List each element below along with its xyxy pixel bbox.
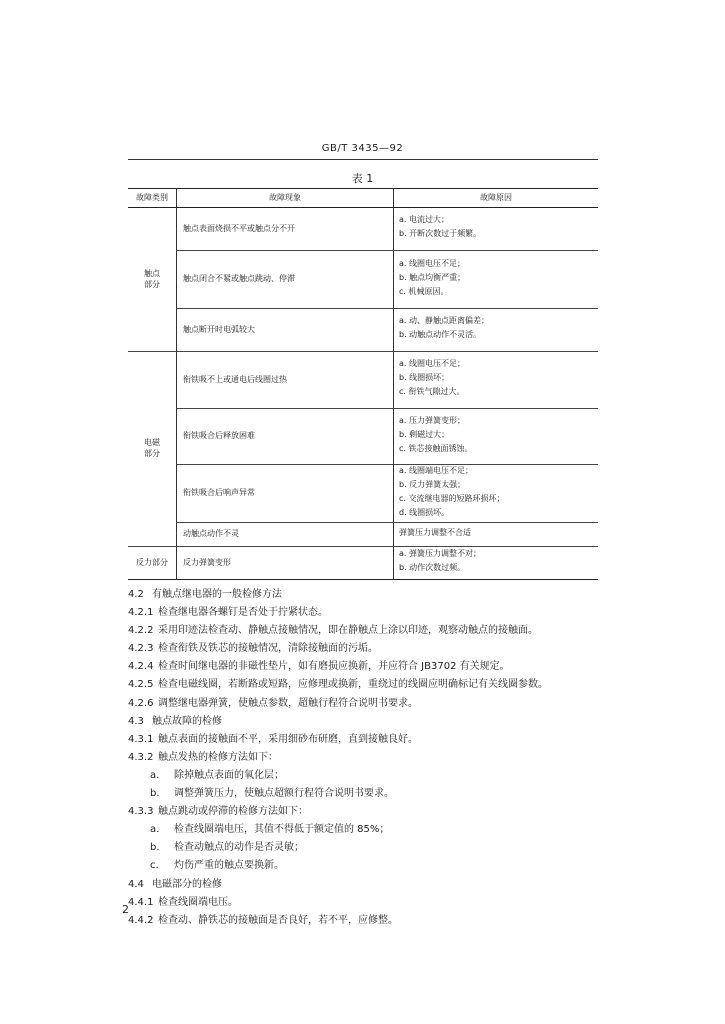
cause-item: a. 电流过大；	[399, 215, 449, 224]
clause-text: 检查时间继电器的非磁性垫片，如有磨损应换新，并应符合 JB3702 有关规定。	[158, 661, 510, 673]
list-item	[128, 767, 598, 785]
column-header: 故障原因	[394, 189, 599, 208]
cause-item: c. 铁芯接触面锈蚀。	[399, 443, 473, 453]
clause-line	[128, 713, 598, 731]
clause-line	[128, 912, 598, 930]
clause-text: 检查继电器各螺钉是否处于拧紧状态。	[158, 607, 328, 619]
cause-item: b. 触点均衡严重；	[399, 272, 466, 282]
list-letter: c.	[150, 860, 159, 872]
clause-number: 4.4	[128, 878, 144, 890]
clause-line	[128, 876, 598, 894]
body-text	[128, 586, 598, 930]
fault-category: 反力部分	[128, 547, 177, 580]
cause-item: a. 线圈电压不足；	[399, 359, 465, 368]
header-rule	[128, 159, 598, 160]
table-row	[128, 465, 598, 523]
clause-number: 4.2.2	[128, 625, 154, 637]
clause-line	[128, 604, 598, 622]
clause-line	[128, 803, 598, 821]
table-row	[128, 523, 598, 547]
cause-item: b. 反力弹簧太强；	[399, 479, 466, 489]
fault-symptom: 衔铁吸合后释放困难	[177, 409, 394, 465]
clause-number: 4.4.1	[128, 896, 154, 908]
cause-item: b. 线圈损坏；	[399, 373, 450, 382]
clause-number: 4.2.1	[128, 607, 154, 619]
cause-item: a. 动、静触点距离偏差；	[399, 316, 489, 325]
page-header: GB/T 3435—92	[321, 143, 404, 154]
clause-number: 4.2	[128, 589, 144, 600]
clause-line	[128, 894, 598, 912]
clause-number: 4.3.3	[128, 806, 154, 818]
list-item	[128, 857, 598, 875]
clause-line	[128, 676, 598, 694]
cause-item: a. 弹簧压力调整不对；	[399, 549, 481, 558]
fault-causes	[394, 465, 599, 523]
clause-number: 4.2.4	[128, 661, 154, 673]
fault-category: 电磁 部分	[128, 352, 177, 547]
cause-item: c. 衔铁气隙过大。	[399, 387, 465, 396]
clause-number: 4.3.2	[128, 751, 154, 763]
fault-symptom: 衔铁吸不上或通电后线圈过热	[177, 352, 394, 409]
table-row	[128, 208, 598, 251]
clause-line	[128, 749, 598, 767]
column-header: 故障类别	[128, 189, 177, 208]
table-row	[128, 409, 598, 465]
clause-number: 4.4.2	[128, 914, 154, 926]
list-letter: b.	[150, 788, 160, 800]
clause-text: 检查动触点的动作是否灵敏；	[174, 842, 304, 854]
cause-item: b. 剩磁过大；	[399, 429, 450, 439]
fault-symptom: 动触点动作不灵	[177, 523, 394, 547]
cause-item: a. 线圈端电压不足；	[399, 465, 473, 475]
fault-causes	[394, 523, 599, 547]
table-row	[128, 309, 598, 352]
clause-number: 4.2.3	[128, 643, 154, 655]
fault-causes	[394, 251, 599, 309]
cause-item: b. 开断次数过于频繁。	[399, 229, 482, 238]
clause-number: 4.3.1	[128, 733, 154, 745]
clause-text: 检查动、静铁芯的接触面是否良好，若不平，应修整。	[158, 914, 398, 926]
fault-table	[128, 188, 598, 580]
list-item	[128, 839, 598, 857]
fault-category: 触点 部分	[144, 268, 160, 289]
table-row	[128, 251, 598, 309]
fault-causes	[394, 309, 599, 352]
clause-text: 调整继电器弹簧，使触点参数，超触行程符合说明书要求。	[158, 697, 418, 709]
clause-line	[128, 731, 598, 749]
fault-causes	[394, 208, 599, 251]
list-letter: a.	[150, 824, 160, 836]
table-header-row	[128, 189, 598, 208]
cause-item: c. 交流继电器的短路环损坏；	[399, 493, 505, 503]
clause-line	[128, 695, 598, 713]
cause-item: d. 线圈损坏。	[399, 507, 450, 517]
clause-line	[128, 622, 598, 640]
fault-symptom: 触点闭合不紧或触点跳动、停滞	[177, 251, 394, 309]
fault-symptom: 触点断开时电弧较大	[177, 309, 394, 352]
cause-item: b. 动作次数过频。	[399, 563, 466, 572]
clause-text: 除掉触点表面的氧化层；	[174, 769, 284, 781]
clause-text: 调整弹簧压力，使触点超额行程符合说明书要求。	[174, 788, 394, 800]
table-row	[128, 352, 598, 409]
list-letter: b.	[150, 842, 160, 854]
clause-text: 灼伤严重的触点要换新。	[174, 860, 284, 872]
clause-text: 触点跳动或停滞的检修方法如下：	[158, 806, 308, 818]
clause-text: 采用印迹法检查动、静触点接触情况，即在静触点上涂以印迹，观察动触点的接触面。	[158, 625, 538, 637]
list-letter: a.	[150, 769, 160, 781]
clause-text: 有触点继电器的一般检修方法	[152, 589, 282, 600]
clause-number: 4.3	[128, 715, 144, 727]
clause-text: 检查电磁线圈，若断路或短路，应修理或换新，重绕过的线圈应明确标记有关线圈参数。	[158, 679, 548, 691]
clause-text: 电磁部分的检修	[152, 878, 222, 890]
clause-text: 检查线圈端电压，其值不得低于额定值的 85%；	[174, 824, 390, 836]
fault-symptom: 触点表面烧损不平或触点分不开	[177, 208, 394, 251]
clause-line	[128, 586, 598, 604]
cause-item: c. 机械原因。	[399, 286, 449, 296]
cause-item: b. 动触点动作不灵活。	[399, 330, 482, 339]
clause-text: 触点表面的接触面不平，采用细砂布研磨，直到接触良好。	[158, 733, 418, 745]
table-caption: 表 1	[351, 172, 374, 185]
list-item	[128, 785, 598, 803]
cause-item: a. 线圈电压不足；	[399, 258, 465, 268]
fault-symptom: 衔铁吸合后响声异常	[177, 465, 394, 523]
clause-text: 检查衔铁及铁芯的接触情况，清除接触面的污垢。	[158, 643, 378, 655]
clause-text: 触点发热的检修方法如下：	[158, 751, 278, 763]
fault-symptom: 反力弹簧变形	[177, 547, 394, 580]
clause-number: 4.2.5	[128, 679, 154, 691]
list-item	[128, 821, 598, 839]
fault-causes	[394, 547, 599, 580]
fault-causes	[394, 352, 599, 409]
page-number: 2	[122, 903, 129, 916]
clause-line	[128, 640, 598, 658]
cause-item: 弹簧压力调整不合适	[399, 527, 471, 537]
clause-text: 检查线圈端电压。	[158, 896, 238, 908]
table-row	[128, 547, 598, 580]
clause-line	[128, 658, 598, 676]
fault-table-body	[128, 208, 598, 580]
column-header: 故障现象	[177, 189, 394, 208]
clause-number: 4.2.6	[128, 697, 154, 709]
fault-causes	[394, 409, 599, 465]
cause-item: a. 压力弹簧变形；	[399, 415, 465, 425]
clause-text: 触点故障的检修	[152, 715, 222, 727]
